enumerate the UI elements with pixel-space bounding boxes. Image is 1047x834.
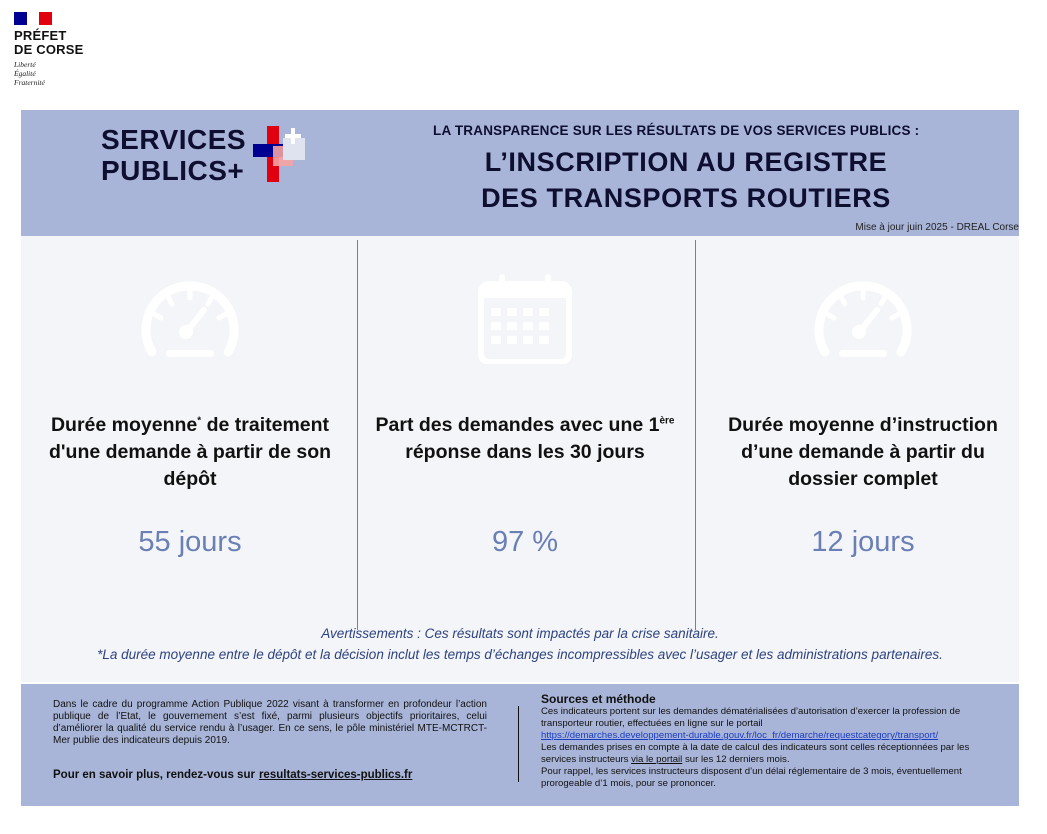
sources-title: Sources et méthode	[541, 692, 656, 706]
devise	[14, 60, 104, 87]
services-publics-cross-icon	[253, 126, 309, 184]
footer-band	[21, 684, 1019, 806]
indicator-1	[23, 236, 357, 636]
indicator-2	[358, 236, 692, 636]
marianne-flag-icon	[14, 12, 52, 25]
footnote-text: *La durée moyenne entre le dépôt et la décision inclut les temps d’échanges incompressibles avec l’usager et les administrations partenaires.	[97, 647, 943, 662]
indicator-1-label: Durée moyenne* de traitement d'une demande à partir de son dépôt	[48, 414, 332, 490]
page-title	[411, 144, 961, 216]
prefet-logo	[14, 12, 104, 87]
sources-block	[541, 692, 1003, 790]
portal-link[interactable]: via le portail	[631, 754, 683, 765]
footer-intro: Dans le cadre du programme Action Publique 2022 visant à transformer en profondeur l’action publique de l’Etat, le gouvernement s’est fixé, parmi plusieurs objectifs prioritaires, celui d’améliorer la qualité du service rendu à l’usager. En ce sens, le pôle ministériel MTE-MCTRCT-Mer publie des indicateurs depuis 2019.	[53, 699, 487, 746]
sources-paragraph-2: Les demandes prises en compte à la date de calcul des indicateurs sont celles réceptionnées par les services instructeurs via le portail sur les 12 derniers mois.	[541, 742, 970, 765]
logo-line2: PUBLICS+	[101, 155, 245, 186]
calendar-icon	[477, 274, 573, 364]
indicator-1-value: 55 jours	[138, 526, 242, 558]
warning-text: Avertissements : Ces résultats sont impactés par la crise sanitaire.	[321, 626, 719, 641]
header-overline: LA TRANSPARENCE SUR LES RÉSULTATS DE VOS SERVICES PUBLICS :	[433, 123, 920, 138]
services-publics-logo	[101, 124, 246, 186]
footer-more-link[interactable]: resultats-services-publics.fr	[258, 769, 413, 781]
devise-liberte: Liberté	[14, 60, 36, 69]
sources-url-link[interactable]: https://demarches.developpement-durable.gouv.fr/loc_fr/demarche/requestcategory/transport/	[541, 730, 939, 741]
indicator-3-label: Durée moyenne d’instruction d’une demande à partir du dossier complet	[728, 414, 998, 490]
devise-fraternite: Fraternité	[14, 78, 45, 87]
logo-line1: SERVICES	[101, 124, 247, 155]
devise-egalite: Égalité	[14, 69, 36, 78]
sources-paragraph-1: Ces indicateurs portent sur les demandes dématérialisées d’autorisation d’exercer la profession de transporteur routier, effectuées en ligne sur le portail	[541, 706, 961, 729]
title-line1: L’INSCRIPTION AU REGISTRE	[484, 147, 888, 177]
header-band	[21, 110, 1019, 236]
sources-paragraph-3: Pour rappel, les services instructeurs disposent d’un délai réglementaire de 3 mois, éventuellement prorogeable d’1 mois, pour se prononcer.	[541, 766, 962, 789]
indicator-3-value: 12 jours	[811, 526, 915, 558]
prefet-name-line1: PRÉFET	[14, 28, 67, 43]
indicator-2-value: 97 %	[491, 526, 559, 558]
footer-divider	[518, 706, 519, 782]
indicator-2-label: Part des demandes avec une 1ère réponse dans les 30 jours	[375, 414, 675, 463]
footer-more	[53, 769, 412, 781]
footer-more-label: Pour en savoir plus, rendez-vous sur	[53, 769, 255, 781]
title-line2: DES TRANSPORTS ROUTIERS	[481, 183, 891, 213]
speedometer-icon	[811, 276, 915, 360]
indicators-panel	[21, 236, 1019, 682]
update-date: Mise à jour juin 2025 - DREAL Corse	[855, 222, 1019, 233]
indicator-3	[696, 236, 1030, 636]
speedometer-icon	[138, 276, 242, 360]
prefet-name-line2: DE CORSE	[14, 42, 84, 57]
